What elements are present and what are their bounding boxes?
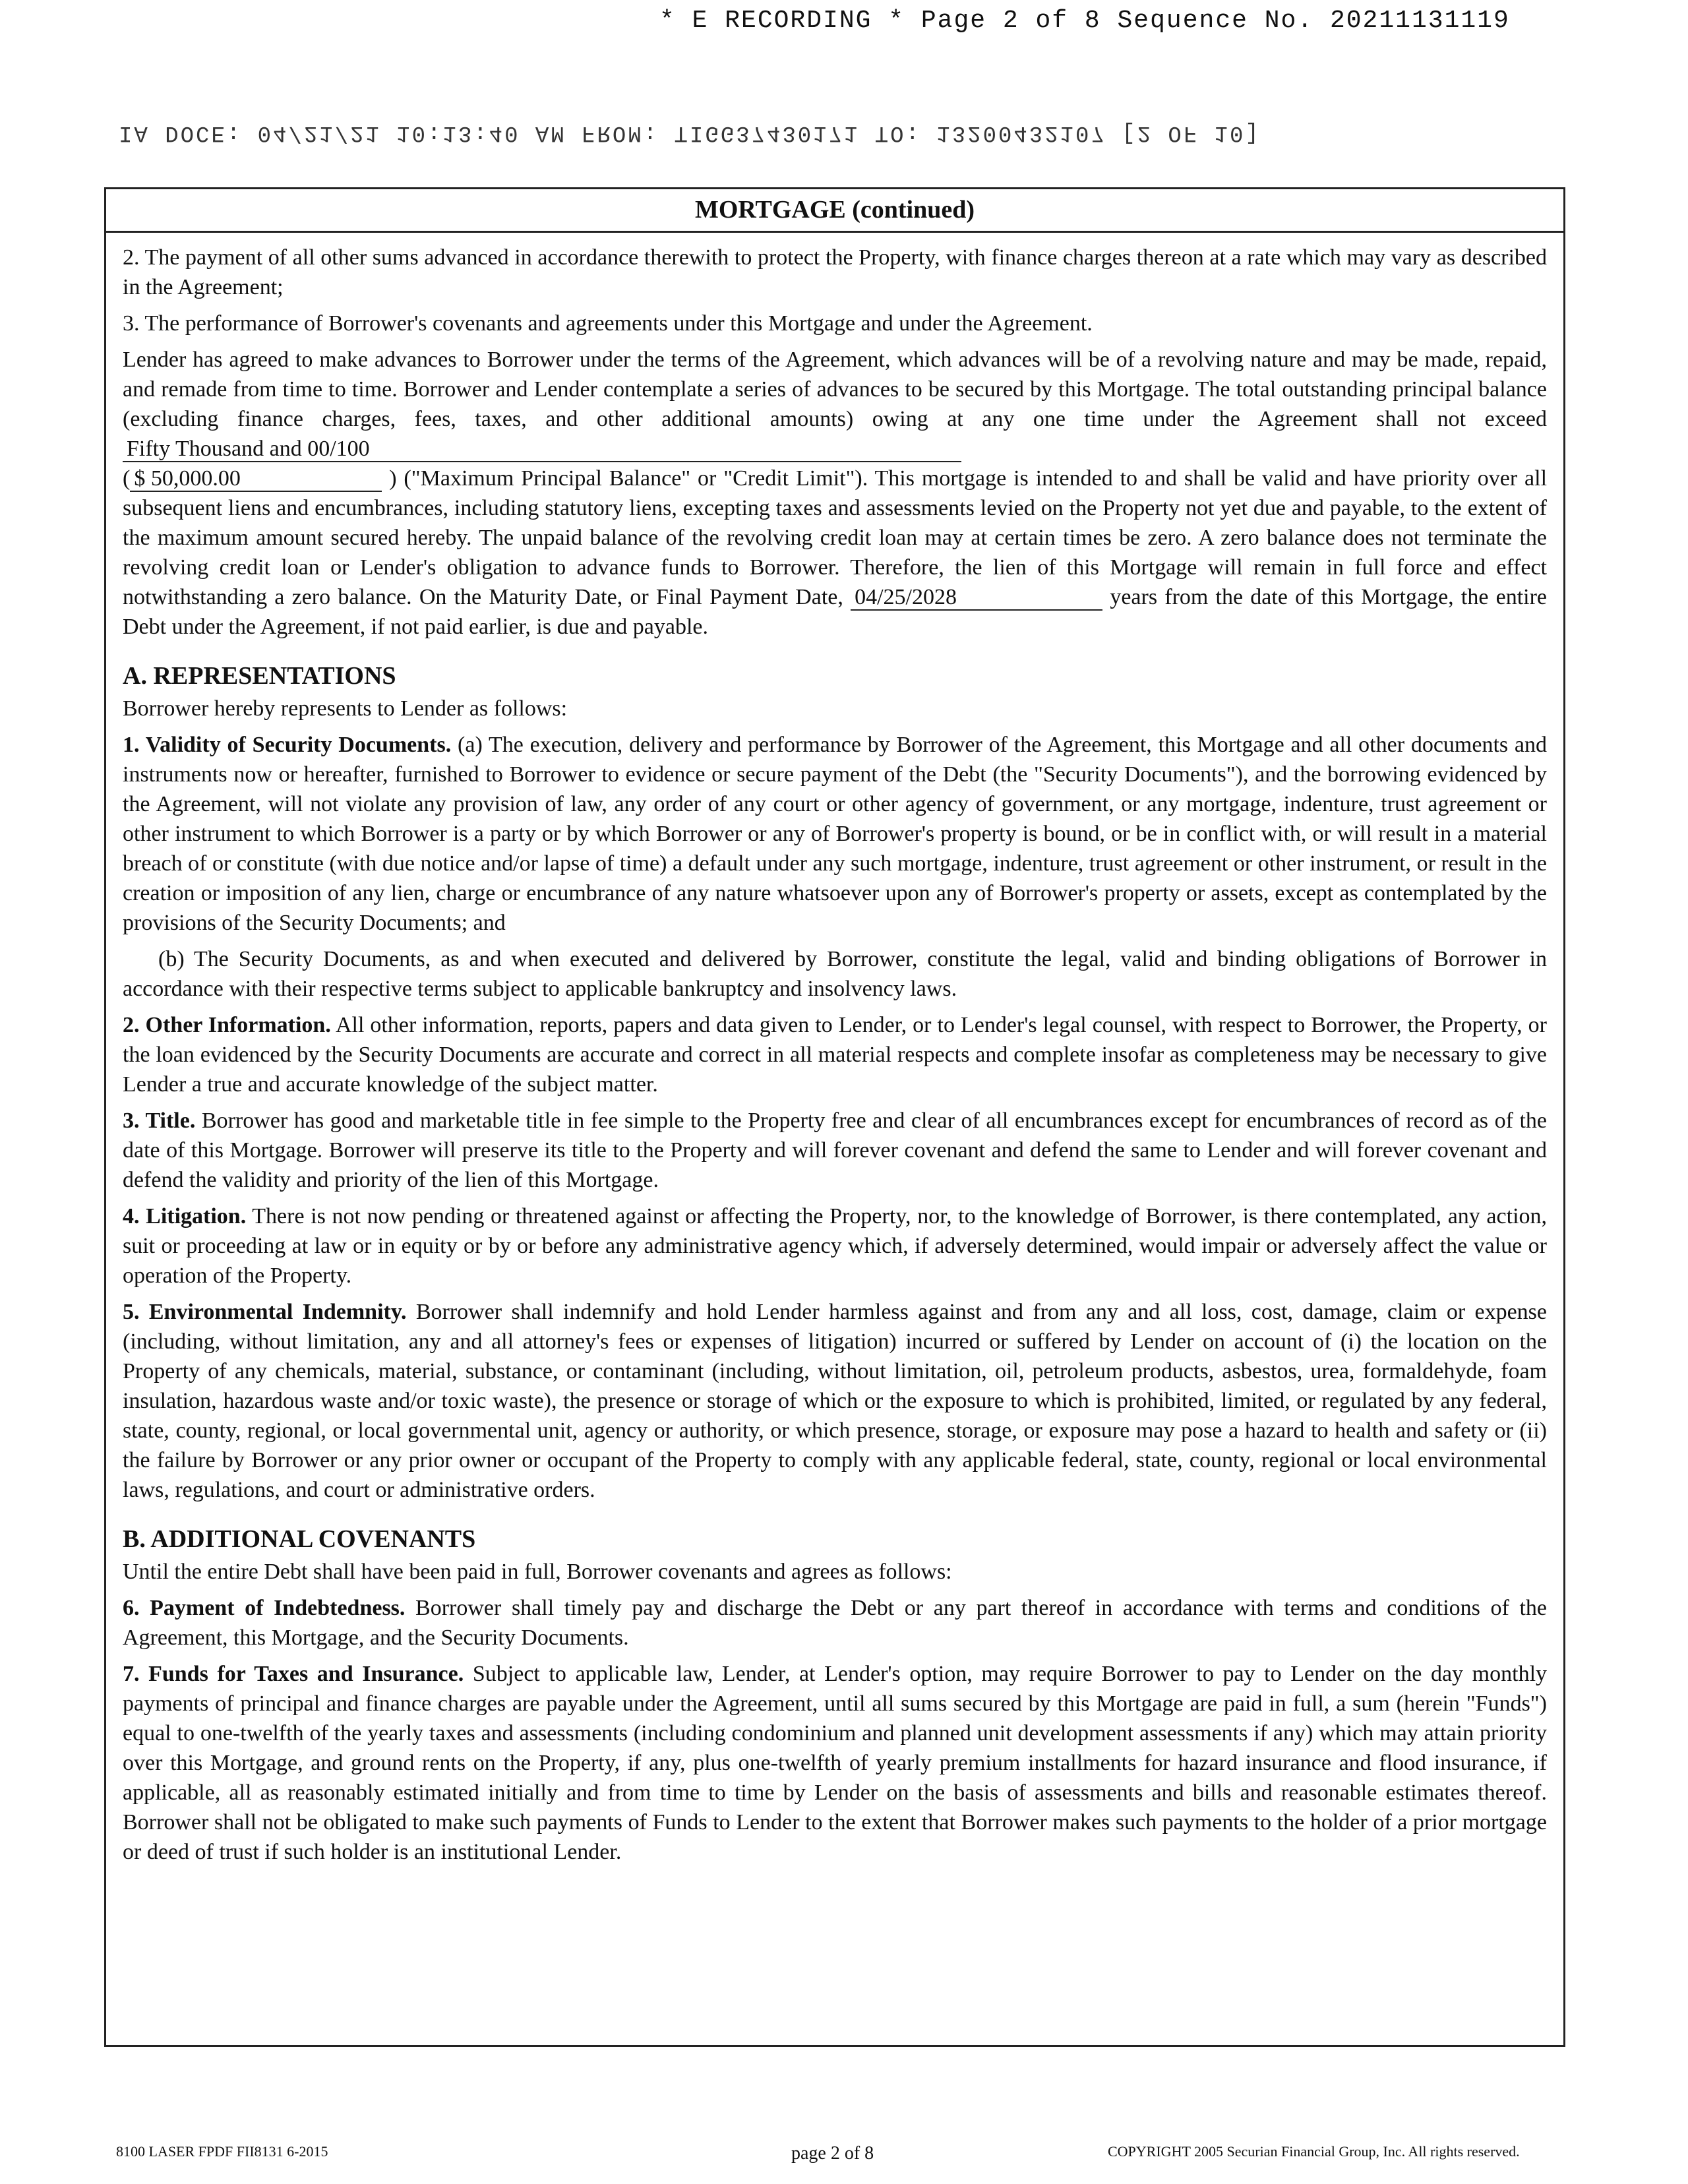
item-6-lead: 6. Payment of Indebtedness.: [123, 1596, 406, 1620]
item-2-lead: 2. Other Information.: [123, 1013, 331, 1037]
section-a-item-5: [123, 1297, 1547, 1505]
amount-open-paren: (: [123, 466, 131, 491]
item-4-lead: 4. Litigation.: [123, 1204, 247, 1228]
page-number: page 2 of 8: [791, 2143, 874, 2164]
item-1-lead: 1. Validity of Security Documents.: [123, 733, 452, 757]
recording-header: * E RECORDING * Page 2 of 8 Sequence No. 20211131119: [659, 7, 1510, 35]
page-title: MORTGAGE (continued): [694, 196, 975, 224]
amount-figure-field: $ 50,000.00: [130, 467, 382, 492]
item-5-lead: 5. Environmental Indemnity.: [123, 1300, 407, 1324]
item-6-text: Borrower shall timely pay and discharge the Debt or any part thereof in accordance with terms and conditions of the Agreement, this Mortgage, and the Security Documents.: [123, 1596, 1548, 1650]
item-2-text: All other information, reports, papers and data given to Lender, or to Lender's legal counsel, with respect to Borrower, the Property, or the loan evidenced by the Security Documents are accurate and correct in all material respects and complete insofar as completeness may be necessary to give Lender a true and accurate knowledge of the subject matter.: [123, 1013, 1547, 1097]
section-a-item-4: [123, 1201, 1547, 1290]
lender-text-1: Lender has agreed to make advances to Borrower under the terms of the Agreement, which advances will be of a revolving nature and may be made, repaid, and remade from time to time. Borrower and Lender contemplate a series of advances to be secured by this Mortgage. The total outstanding principal balance (excluding finance charges, fees, taxes, and other additional amounts) owing at any one time under the Agreement shall not exceed: [123, 348, 1547, 431]
paragraph-3: 3. The performance of Borrower's covenants and agreements under this Mortgage and under the Agreement.: [123, 311, 1093, 336]
paragraph-2: 2. The payment of all other sums advanced in accordance therewith to protect the Property, with finance charges thereon at a rate which may vary as described in the Agreement;: [123, 245, 1547, 299]
lender-text-2: ) ("Maximum Principal Balance" or "Credit Limit"). This mortgage is intended to and shall be valid and have priority over all subsequent liens and encumbrances, including statutory liens, excepting taxes and assessments levied on the Property not yet due and payable, to the extent of the maximum amount secured hereby. The unpaid balance of the revolving credit loan may at certain times be zero. A zero balance does not terminate the revolving credit loan or Lender's obligation to advance funds to Borrower. Therefore, the lien of this Mortgage will remain in full force and effect notwithstanding a zero balance. On the Maturity Date, or Final Payment Date,: [123, 466, 1548, 609]
section-a-item-1b: (b) The Security Documents, as and when executed and delivered by Borrower, constitute the legal, valid and binding obligations of Borrower in accordance with their respective terms subject to applicable bankruptcy and insolvency laws.: [123, 947, 1547, 1001]
section-a-title: A. REPRESENTATIONS: [123, 662, 396, 690]
section-a-intro: Borrower hereby represents to Lender as follows:: [123, 696, 568, 721]
lender-text-3: years from the date of this Mortgage, the entire Debt under the Agreement, if not paid earlier, is due and payable.: [123, 585, 1548, 639]
section-a-item-2: [123, 1010, 1547, 1099]
item-5-text: Borrower shall indemnify and hold Lender harmless against and from any and all loss, cost, damage, claim or expense (including, without limitation, any and all attorney's fees or expenses of litigation) incurred or suffered by Lender on account of (i) the location on the Property of any chemicals, material, substance, or contaminant (including, without limitation, oil, petroleum products, asbestos, urea, formaldehyde, foam insulation, hazardous waste and/or toxic waste), the presence or storage of which or the exposure to which is prohibited, limited, or regulated by any federal, state, county, regional, or local governmental unit, agency or authority, or which presence, storage, or exposure may pose a hazard to health and safety or (ii) the failure by Borrower or any prior owner or occupant of the Property to comply with any applicable federal, state, county, regional or local environmental laws, regulations, and court or administrative orders.: [123, 1300, 1547, 1502]
copyright: COPYRIGHT 2005 Securian Financial Group, Inc. All rights reserved.: [1108, 2143, 1520, 2160]
section-b-item-6: [123, 1593, 1547, 1653]
document-body: [123, 243, 1547, 1873]
maturity-date-field: 04/25/2028: [851, 586, 1102, 611]
item-4-text: There is not now pending or threatened against or affecting the Property, nor, to the knowledge of Borrower, is there contemplated, any action, suit or proceeding at law or in equity or by or before any administrative agency which, if adversely determined, would impair or adversely affect the value or operation of the Property.: [123, 1204, 1548, 1288]
section-b-intro: Until the entire Debt shall have been paid in full, Borrower covenants and agrees as follows:: [123, 1560, 952, 1584]
item-7-lead: 7. Funds for Taxes and Insurance.: [123, 1662, 464, 1686]
lender-paragraph: [123, 345, 1547, 642]
section-b-item-7: [123, 1659, 1547, 1867]
section-a-item-3: [123, 1106, 1547, 1195]
item-1-text: (a) The execution, delivery and performance by Borrower of the Agreement, this Mortgage and all other documents and instruments now or hereafter, furnished to Borrower to evidence or secure payment of the Debt (the "Security Documents"), and the borrowing evidenced by the Agreement, will not violate any provision of law, any order of any court or other agency of government, or any mortgage, indenture, trust agreement or other instrument to which Borrower is a party or by which Borrower or any of Borrower's property is bound, or be in conflict with, or will result in a material breach of or constitute (with due notice and/or lapse of time) a default under any such mortgage, indenture, trust agreement or other instrument, or result in the creation or imposition of any lien, charge or encumbrance of any nature whatsoever upon any of Borrower's property or assets, except as contemplated by the provisions of the Security Documents; and: [123, 733, 1548, 935]
section-a-item-1: [123, 730, 1547, 938]
item-3-text: Borrower has good and marketable title in fee simple to the Property free and clear of all encumbrances except for encumbrances of record as of the date of this Mortgage. Borrower will preserve its title to the Property and will forever covenant and defend the same to Lender and will forever covenant and defend the validity and priority of the lien of this Mortgage.: [123, 1108, 1548, 1192]
item-7-text: Subject to applicable law, Lender, at Lender's option, may require Borrower to pay to Lender on the day monthly payments of principal and finance charges are payable under the Agreement, until all sums secured by this Mortgage are paid in full, a sum (herein "Funds") equal to one-twelfth of the yearly taxes and assessments (including condominium and planned unit development assessments if any) which may attain priority over this Mortgage, and ground rents on the Property, if any, plus one-twelfth of yearly premium installments for hazard insurance and flood insurance, if applicable, all as reasonably estimated initially and from time to time by Lender on the basis of assessments and bills and reasonable estimates thereof. Borrower shall not be obligated to make such payments of Funds to Lender to the extent that Borrower makes such payments to the holder of a prior mortgage or deed of trust if such holder is an institutional Lender.: [123, 1662, 1548, 1864]
fax-header: IA DOCE: 04/21/21 10:13:40 AM FROM: TIGG37430171 TO: 13200432107 [2 OF 10]: [119, 120, 1261, 145]
section-b-title: B. ADDITIONAL COVENANTS: [123, 1525, 476, 1553]
title-divider: [104, 231, 1565, 233]
amount-words-field: Fifty Thousand and 00/100: [123, 437, 961, 462]
form-number: 8100 LASER FPDF FII8131 6-2015: [116, 2143, 328, 2160]
item-3-lead: 3. Title.: [123, 1108, 196, 1133]
